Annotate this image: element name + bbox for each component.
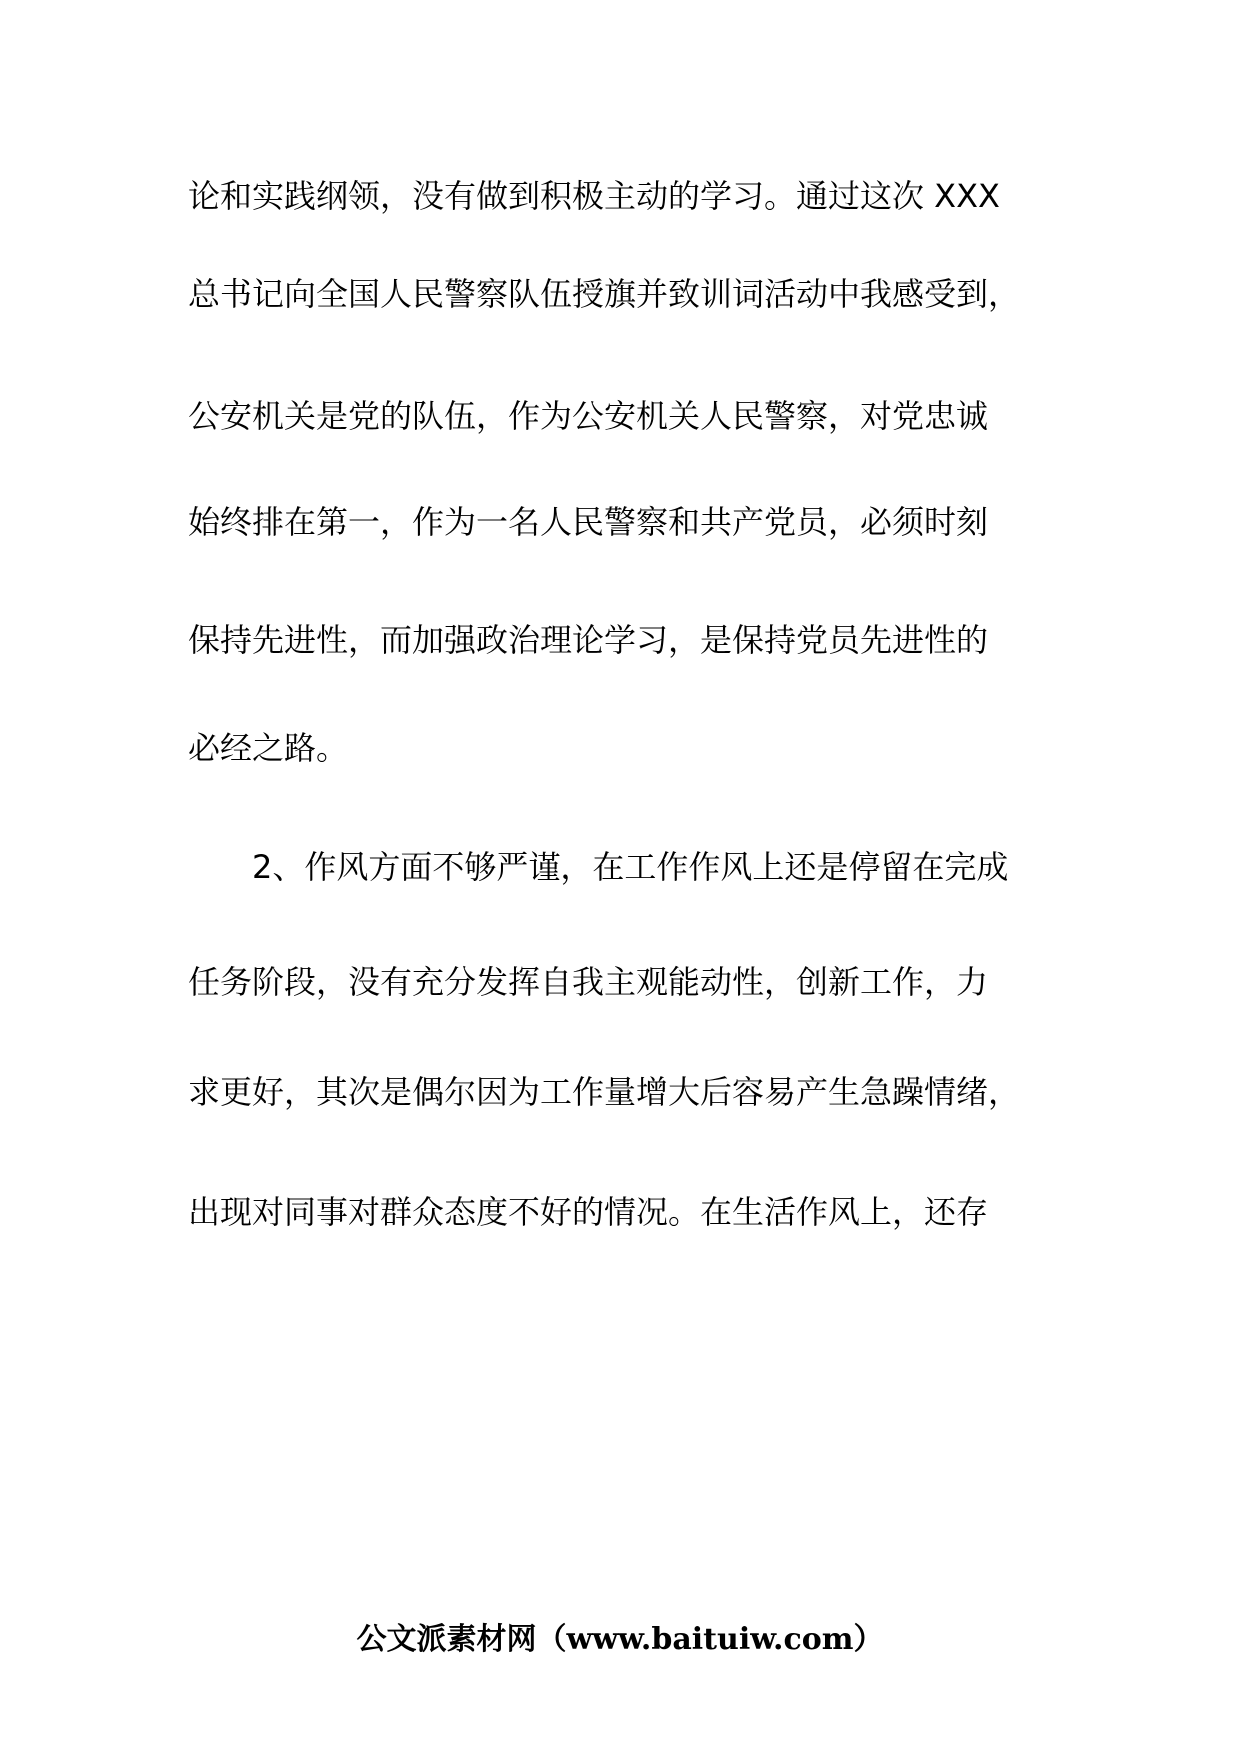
paragraph-line-7: 2、作风方面不够严谨，在工作作风上还是停留在完成 [252, 848, 1009, 886]
paragraph-line-10: 出现对同事对群众态度不好的情况。在生活作风上，还存 [188, 1193, 989, 1231]
page-footer-watermark: 公文派素材网（www.baituiw.com） [356, 1622, 884, 1657]
paragraph-line-2: 总书记向全国人民警察队伍授旗并致训词活动中我感受到， [188, 275, 1021, 313]
paragraph-line-4: 始终排在第一，作为一名人民警察和共产党员，必须时刻 [188, 503, 989, 541]
paragraph-line-3: 公安机关是党的队伍，作为公安机关人民警察，对党忠诚 [188, 397, 989, 435]
paragraph-line-1: 论和实践纲领，没有做到积极主动的学习。通过这次 XXX [188, 177, 1000, 215]
paragraph-line-5: 保持先进性，而加强政治理论学习，是保持党员先进性的 [188, 621, 989, 659]
paragraph-line-6: 必经之路。 [188, 729, 349, 767]
paragraph-line-8: 任务阶段，没有充分发挥自我主观能动性，创新工作，力 [188, 963, 989, 1001]
paragraph-line-9: 求更好，其次是偶尔因为工作量增大后容易产生急躁情绪， [188, 1073, 1021, 1111]
